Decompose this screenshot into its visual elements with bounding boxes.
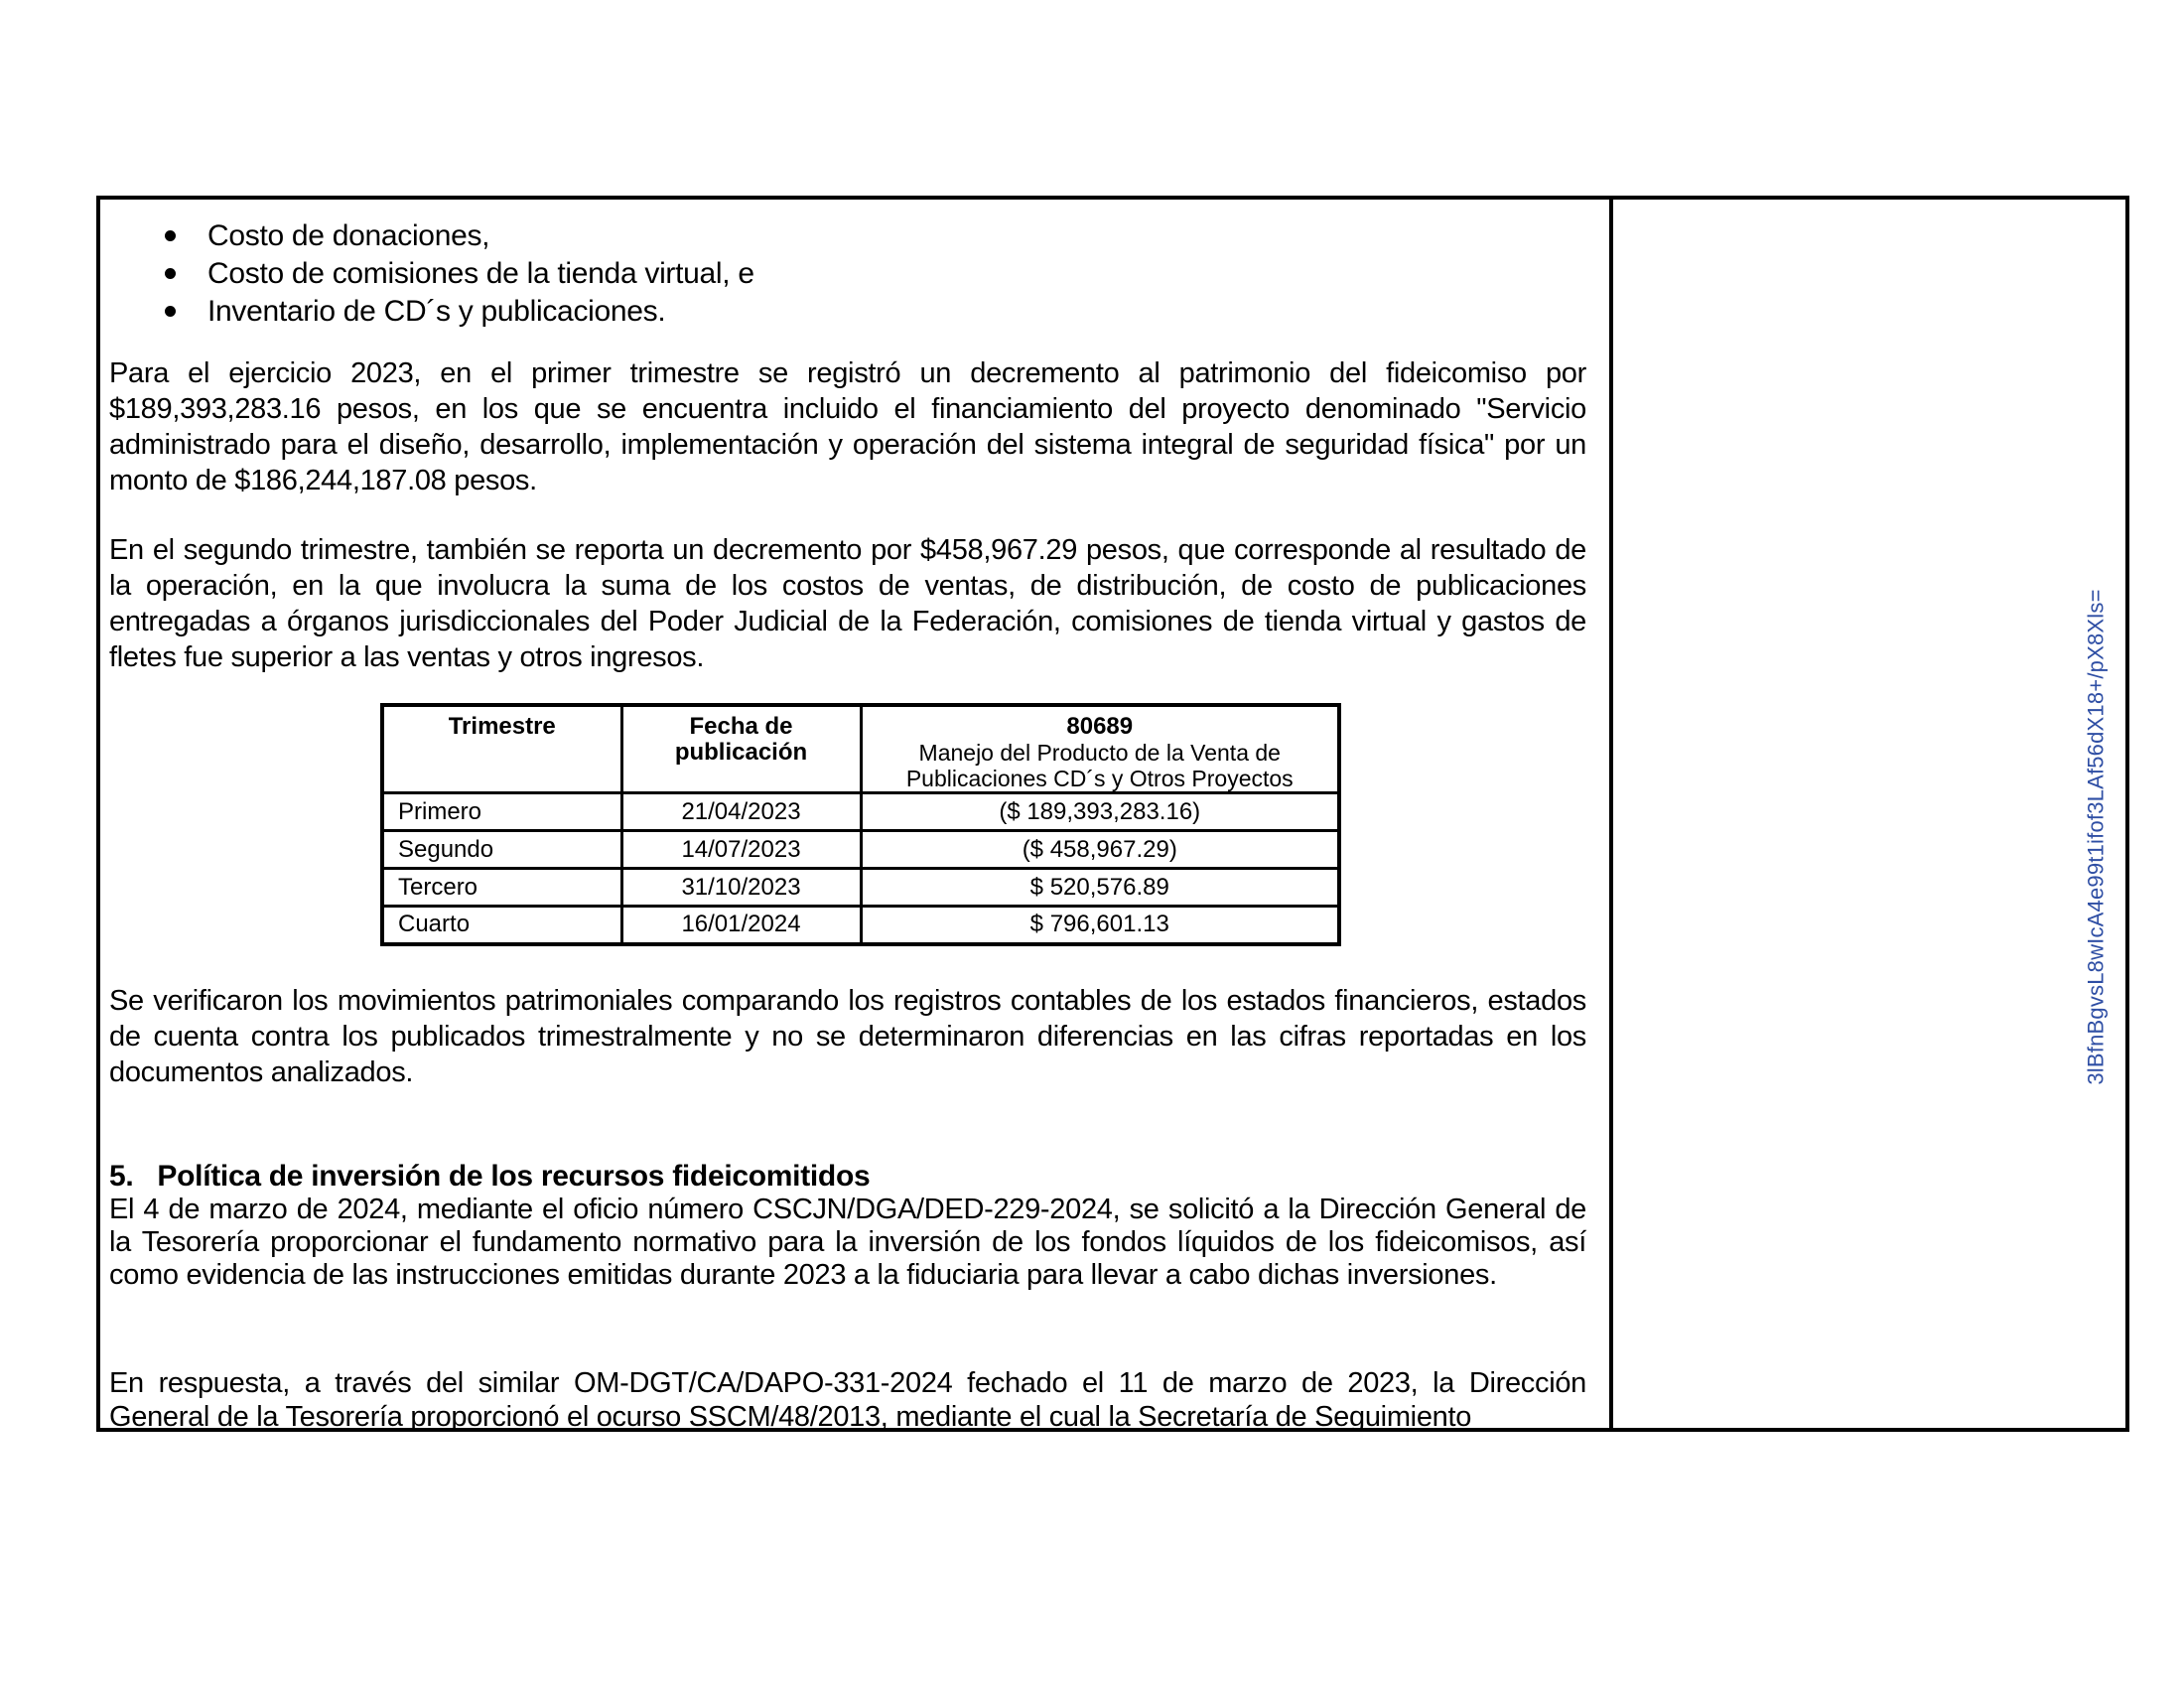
header-account-desc-line2: Publicaciones CD´s y Otros Proyectos	[905, 766, 1294, 791]
bullet-text: Inventario de CD´s y publicaciones.	[207, 295, 666, 328]
section-number: 5.	[109, 1160, 134, 1193]
cell-monto: $ 796,601.13	[861, 907, 1339, 944]
header-fecha-line2: publicación	[674, 739, 808, 766]
table-header-row	[382, 705, 1339, 793]
paragraph-decremento-primer-trimestre: Para el ejercicio 2023, en el primer trimestre se registró un decremento al patrimonio del fideicomiso por $189,393,283.16 pesos, en los que se encuentra incluido el financiamiento del proyecto denominado "Servicio administrado para el diseño, desarrollo, implementación y operación del sistema integral de seguridad física" por un monto de $186,244,187.08 pesos.	[109, 357, 1586, 496]
section-title: Política de inversión de los recursos fideicomitidos	[157, 1160, 871, 1193]
paragraph-oficio-solicitud: El 4 de marzo de 2024, mediante el oficio número CSCJN/DGA/DED-229-2024, se solicitó a la Dirección General de la Tesorería proporcionar el fundamento normativo para la inversión de los fondos líquidos de los fideicomisos, así como evidencia de las instrucciones emitidas durante 2023 a la fiduciaria para llevar a cabo dichas inversiones.	[109, 1194, 1586, 1291]
column-divider-line	[1609, 200, 1613, 1428]
header-account-code: 80689	[1066, 713, 1134, 740]
bullet-item-comisiones	[109, 255, 1586, 293]
header-trimestre	[382, 705, 621, 793]
quarterly-publication-table	[380, 703, 1341, 946]
cell-monto: ($ 458,967.29)	[861, 831, 1339, 869]
cell-monto: $ 520,576.89	[861, 869, 1339, 907]
cell-monto: ($ 189,393,283.16)	[861, 793, 1339, 831]
cell-trimestre: Tercero	[382, 869, 621, 907]
bullet-list	[109, 217, 1586, 331]
header-80689-manejo-producto	[861, 705, 1339, 793]
cell-trimestre: Primero	[382, 793, 621, 831]
cell-fecha: 31/10/2023	[621, 869, 861, 907]
table-row-primero	[382, 793, 1339, 831]
bullet-item-donaciones	[109, 217, 1586, 255]
digital-seal-vertical-text: 3lBfnBgvsL8wIcA4e99t1ifof3LAf56dX18+/pX8Xls=	[2083, 589, 2109, 1085]
paragraph-decremento-segundo-trimestre: En el segundo trimestre, también se reporta un decremento por $458,967.29 pesos, que corresponde al resultado de la operación, en la que involucra la suma de los costos de ventas, de distribución, de costo de publicaciones entregadas a órganos jurisdiccionales del Poder Judicial de la Federación, comisiones de tienda virtual y gastos de fletes fue superior a las ventas y otros ingresos.	[109, 534, 1586, 673]
cell-trimestre: Cuarto	[382, 907, 621, 944]
cell-trimestre: Segundo	[382, 831, 621, 869]
header-trimestre-label: Trimestre	[448, 713, 556, 740]
cell-fecha: 14/07/2023	[621, 831, 861, 869]
table-row-tercero	[382, 869, 1339, 907]
content-border-box	[96, 196, 2129, 1432]
paragraph-respuesta-tesoreria: En respuesta, a través del similar OM-DGT/CA/DAPO-331-2024 fechado el 11 de marzo de 2023, la Dirección General de la Tesorería proporcionó el ocurso SSCM/48/2013, mediante el cual la Secretaría de Seguimiento	[109, 1367, 1586, 1433]
paragraph-verificacion-movimientos: Se verificaron los movimientos patrimoniales comparando los registros contables de los estados financieros, estados de cuenta contra los publicados trimestralmente y no se determinaron diferencias en las cifras reportadas en los documentos analizados.	[109, 985, 1586, 1088]
header-account-desc-line1: Manejo del Producto de la Venta de	[918, 740, 1281, 766]
section-5-heading	[109, 1160, 1586, 1194]
cell-fecha: 16/01/2024	[621, 907, 861, 944]
table-row-cuarto	[382, 907, 1339, 944]
header-fecha-publicacion	[621, 705, 861, 793]
cell-fecha: 21/04/2023	[621, 793, 861, 831]
bullet-item-inventario	[109, 293, 1586, 331]
table-row-segundo	[382, 831, 1339, 869]
header-fecha-line1: Fecha de	[689, 713, 793, 740]
bullet-dot-icon	[165, 230, 176, 241]
bullet-dot-icon	[165, 306, 176, 317]
bullet-text: Costo de comisiones de la tienda virtual, e	[207, 257, 754, 290]
bullet-dot-icon	[165, 268, 176, 279]
bullet-text: Costo de donaciones,	[207, 219, 490, 252]
